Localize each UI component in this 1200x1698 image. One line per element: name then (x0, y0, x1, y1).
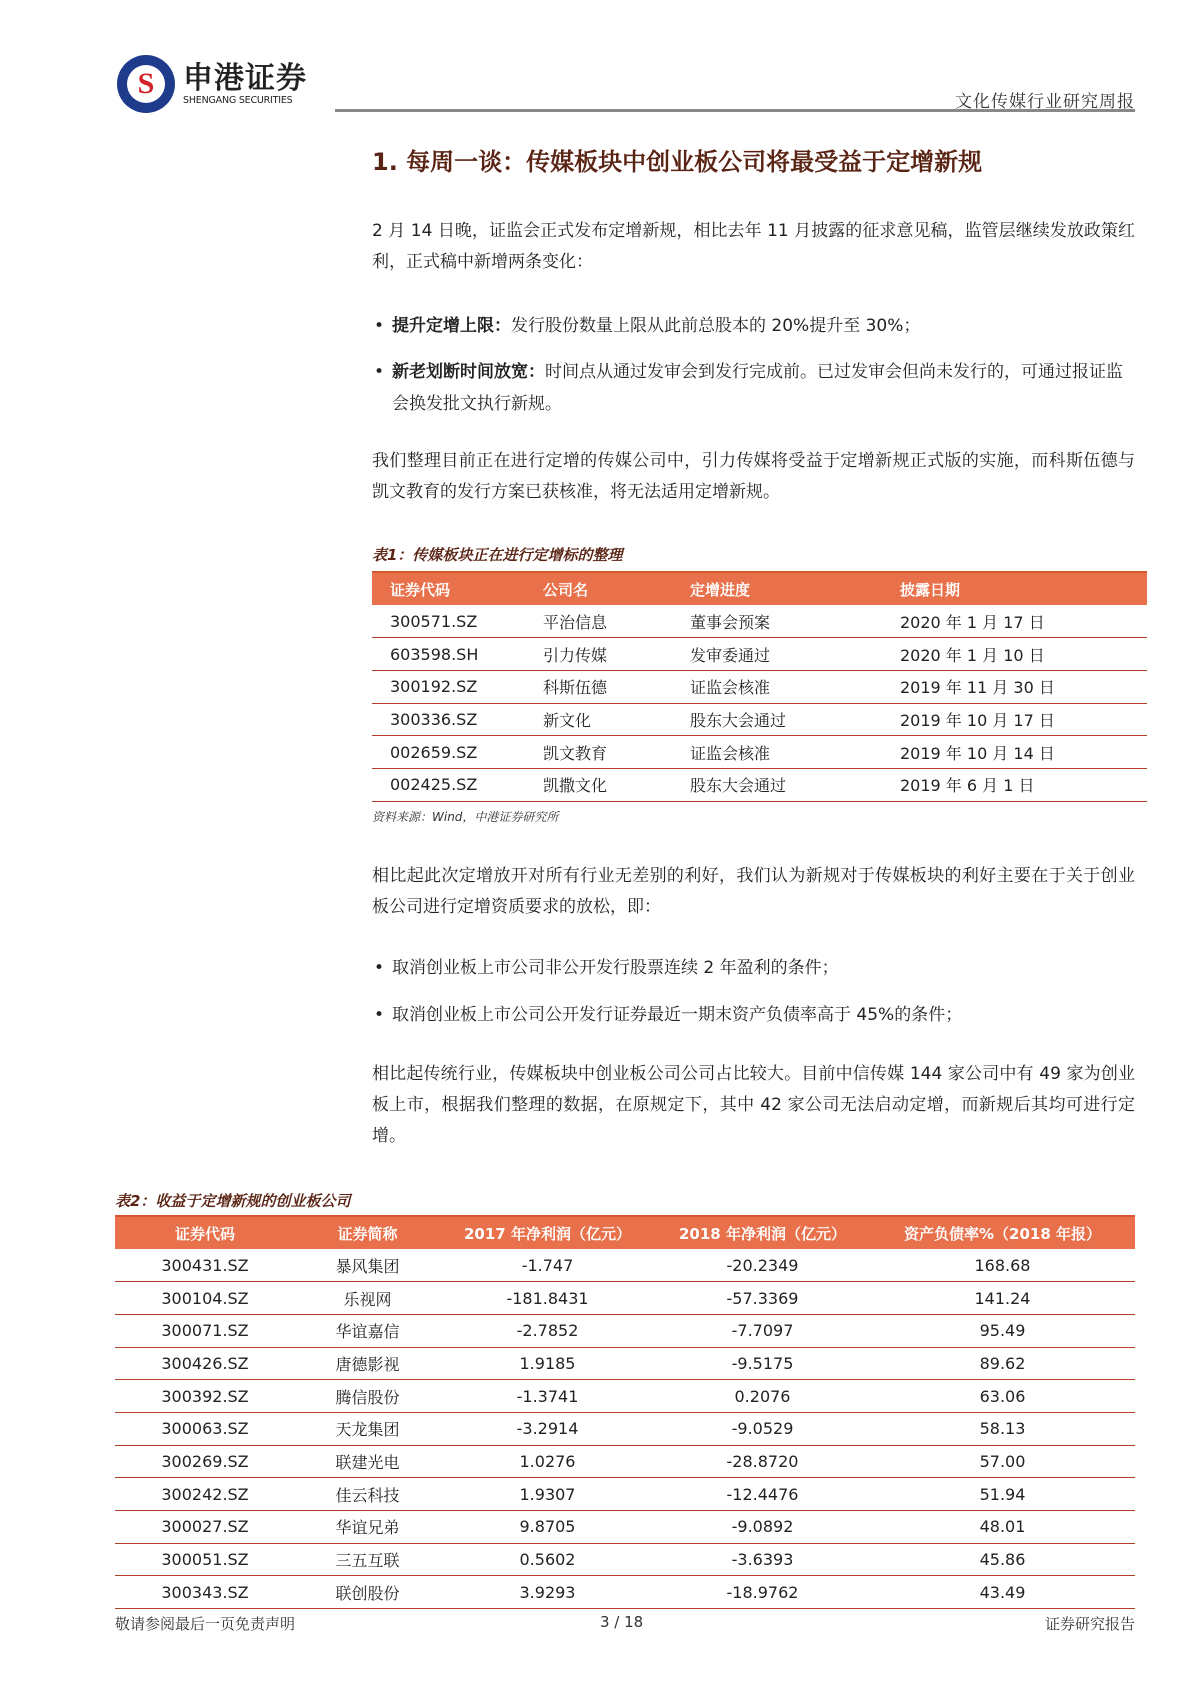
table-cell: 300242.SZ (115, 1478, 295, 1511)
table-cell: 63.06 (870, 1380, 1135, 1413)
table-cell: -3.6393 (655, 1543, 870, 1576)
table-row (115, 1478, 1135, 1511)
table-row (372, 605, 1147, 638)
table-cell: 300571.SZ (372, 605, 525, 638)
table-cell: 48.01 (870, 1511, 1135, 1544)
column-header: 证券代码 (372, 572, 525, 605)
table-cell: 证监会核准 (672, 670, 882, 703)
column-header: 2018 年净利润（亿元） (655, 1216, 870, 1249)
table-cell: 0.2076 (655, 1380, 870, 1413)
table-cell: -1.747 (440, 1249, 655, 1282)
table-row (115, 1380, 1135, 1413)
table-cell: 58.13 (870, 1412, 1135, 1445)
table-cell: 9.8705 (440, 1511, 655, 1544)
table-cell: 43.49 (870, 1576, 1135, 1609)
bullet-item (372, 310, 1135, 342)
column-header: 证券代码 (115, 1216, 295, 1249)
table-cell: -9.0892 (655, 1511, 870, 1544)
table-cell: 董事会预案 (672, 605, 882, 638)
table-cell: -57.3369 (655, 1282, 870, 1315)
table-cell: 141.24 (870, 1282, 1135, 1315)
table-cell: 300426.SZ (115, 1347, 295, 1380)
table-cell: 95.49 (870, 1314, 1135, 1347)
table-cell: -20.2349 (655, 1249, 870, 1282)
table-cell: 联创股份 (295, 1576, 440, 1609)
table-cell: 1.9307 (440, 1478, 655, 1511)
table-cell: 2020 年 1 月 17 日 (882, 605, 1147, 638)
bullet-item: • 取消创业板上市公司非公开发行股票连续 2 年盈利的条件； (372, 952, 1135, 984)
table-header-row (115, 1216, 1135, 1249)
table-cell: 华谊兄弟 (295, 1511, 440, 1544)
column-header: 公司名 (525, 572, 672, 605)
bullet-heading: 提升定增上限： (392, 316, 511, 336)
table-cell: 发审委通过 (672, 638, 882, 671)
table-cell: 唐德影视 (295, 1347, 440, 1380)
table-cell: 腾信股份 (295, 1380, 440, 1413)
page-number: 3 / 18 (600, 1613, 644, 1631)
table-cell: 0.5602 (440, 1543, 655, 1576)
table-cell: -28.8720 (655, 1445, 870, 1478)
table-cell: 168.68 (870, 1249, 1135, 1282)
table-cell: 1.0276 (440, 1445, 655, 1478)
table-cell: -9.5175 (655, 1347, 870, 1380)
table-cell: -7.7097 (655, 1314, 870, 1347)
table-cell: 300392.SZ (115, 1380, 295, 1413)
table-cell: 300336.SZ (372, 703, 525, 736)
section-title: 1. 每周一谈：传媒板块中创业板公司将最受益于定增新规 (372, 148, 983, 176)
table-cell: -1.3741 (440, 1380, 655, 1413)
table-cell: 300051.SZ (115, 1543, 295, 1576)
table-header-row (372, 572, 1147, 605)
table-cell: 2020 年 1 月 10 日 (882, 638, 1147, 671)
table-row (372, 768, 1147, 801)
table-cell: 三五互联 (295, 1543, 440, 1576)
logo-name-cn: 申港证券 (183, 60, 307, 96)
table-row (115, 1347, 1135, 1380)
column-header: 证券简称 (295, 1216, 440, 1249)
table-cell: 300104.SZ (115, 1282, 295, 1315)
table-cell: 乐视网 (295, 1282, 440, 1315)
table-cell: 新文化 (525, 703, 672, 736)
bullet-heading: 新老划断时间放宽： (392, 362, 545, 382)
table-row (115, 1314, 1135, 1347)
table-cell: 57.00 (870, 1445, 1135, 1478)
table-row (115, 1445, 1135, 1478)
column-header: 披露日期 (882, 572, 1147, 605)
table-cell: 89.62 (870, 1347, 1135, 1380)
table-cell: 股东大会通过 (672, 768, 882, 801)
table-cell: 300431.SZ (115, 1249, 295, 1282)
table-cell: 300343.SZ (115, 1576, 295, 1609)
bullet-text: 时间点从通过发审会到发行完成前。已过发审会但尚未发行的，可通过报证监会换发批文执行新规。 (392, 362, 1123, 414)
table-cell: 603598.SH (372, 638, 525, 671)
footer-doc-type: 证券研究报告 (1044, 1615, 1135, 1633)
paragraph-3: 相比起此次定增放开对所有行业无差别的利好，我们认为新规对于传媒板块的利好主要在于关于创业板公司进行定增资质要求的放松，即： (372, 866, 1135, 917)
table1 (372, 571, 1147, 802)
table-cell: -181.8431 (440, 1282, 655, 1315)
table1-source: 资料来源：Wind，中港证券研究所 (372, 810, 559, 824)
table-cell: -9.0529 (655, 1412, 870, 1445)
table-cell: 证监会核准 (672, 736, 882, 769)
table-cell: 3.9293 (440, 1576, 655, 1609)
logo-s-icon: S (117, 55, 175, 113)
table-cell: -12.4476 (655, 1478, 870, 1511)
table-row (115, 1543, 1135, 1576)
table2 (115, 1215, 1135, 1609)
column-header: 资产负债率%（2018 年报） (870, 1216, 1135, 1249)
table-cell: 45.86 (870, 1543, 1135, 1576)
column-header: 定增进度 (672, 572, 882, 605)
table-cell: -18.9762 (655, 1576, 870, 1609)
bullet-item: • 取消创业板上市公司公开发行证券最近一期末资产负债率高于 45%的条件； (372, 999, 1135, 1031)
bullet-text: 发行股份数量上限从此前总股本的 20%提升至 30%； (511, 316, 921, 336)
table-cell: 凯文教育 (525, 736, 672, 769)
table-row (115, 1282, 1135, 1315)
table-cell: 1.9185 (440, 1347, 655, 1380)
table-cell: 2019 年 10 月 14 日 (882, 736, 1147, 769)
table-cell: 联建光电 (295, 1445, 440, 1478)
logo-name-en: SHENGANG SECURITIES (183, 94, 293, 106)
table-cell: 300269.SZ (115, 1445, 295, 1478)
paragraph-4: 相比起传统行业，传媒板块中创业板公司公司占比较大。目前中信传媒 144 家公司中有 49 家为创业板上市，根据我们整理的数据，在原规定下，其中 42 家公司无法启动定增，而新规后其均可进行定增。 (372, 1064, 1135, 1146)
paragraph-2: 我们整理目前正在进行定增的传媒公司中，引力传媒将受益于定增新规正式版的实施，而科斯伍德与凯文教育的发行方案已获核准，将无法适用定增新规。 (372, 451, 1135, 502)
table-cell: 002425.SZ (372, 768, 525, 801)
paragraph-1: 2 月 14 日晚，证监会正式发布定增新规，相比去年 11 月披露的征求意见稿，监管层继续发放政策红利，正式稿中新增两条变化： (372, 221, 1135, 272)
table-cell: 平治信息 (525, 605, 672, 638)
company-logo (117, 55, 307, 113)
table-cell: 暴风集团 (295, 1249, 440, 1282)
table-cell: 科斯伍德 (525, 670, 672, 703)
table-cell: 2019 年 10 月 17 日 (882, 703, 1147, 736)
table-cell: -2.7852 (440, 1314, 655, 1347)
table-cell: 300071.SZ (115, 1314, 295, 1347)
table1-caption: 表1：传媒板块正在进行定增标的整理 (372, 546, 623, 564)
table-cell: 2019 年 6 月 1 日 (882, 768, 1147, 801)
footer-disclaimer: 敬请参阅最后一页免责声明 (115, 1615, 296, 1633)
table-row (372, 670, 1147, 703)
table-row (115, 1511, 1135, 1544)
table-cell: 51.94 (870, 1478, 1135, 1511)
table-cell: 300063.SZ (115, 1412, 295, 1445)
column-header: 2017 年净利润（亿元） (440, 1216, 655, 1249)
table-cell: 002659.SZ (372, 736, 525, 769)
table-cell: 300192.SZ (372, 670, 525, 703)
table-row (115, 1576, 1135, 1609)
table2-caption: 表2：收益于定增新规的创业板公司 (115, 1192, 351, 1210)
table-row (115, 1249, 1135, 1282)
table-cell: 2019 年 11 月 30 日 (882, 670, 1147, 703)
table-row (372, 638, 1147, 671)
table-row (372, 703, 1147, 736)
table-cell: 佳云科技 (295, 1478, 440, 1511)
table-cell: 引力传媒 (525, 638, 672, 671)
bullet-item (372, 356, 1135, 420)
table-cell: -3.2914 (440, 1412, 655, 1445)
table-cell: 股东大会通过 (672, 703, 882, 736)
table-row (372, 736, 1147, 769)
table-cell: 300027.SZ (115, 1511, 295, 1544)
table-cell: 天龙集团 (295, 1412, 440, 1445)
table-row (115, 1412, 1135, 1445)
report-type: 文化传媒行业研究周报 (955, 92, 1135, 112)
table-cell: 凯撒文化 (525, 768, 672, 801)
table-cell: 华谊嘉信 (295, 1314, 440, 1347)
